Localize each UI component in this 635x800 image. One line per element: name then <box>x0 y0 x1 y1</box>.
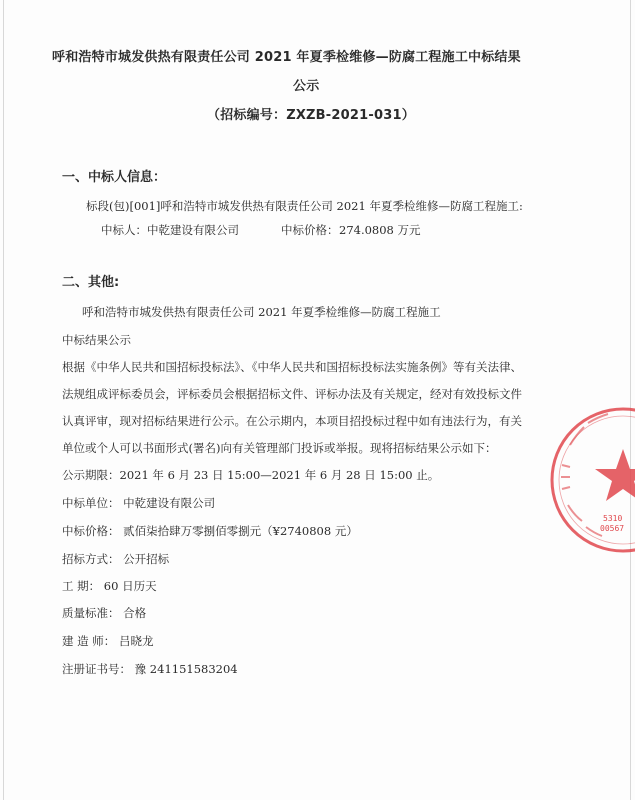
info-row-quality: 质量标准： 合格 <box>62 606 147 620</box>
paragraph-line: 根据《中华人民共和国招标投标法》、《中华人民共和国招标投标法实施条例》等有关法律、 <box>62 360 522 374</box>
section1-heading: 一、中标人信息： <box>62 170 167 185</box>
seal-number-2: 00567 <box>600 524 625 533</box>
info-row-price: 中标价格： 贰佰柒拾肆万零捌佰零捌元（¥2740808 元） <box>62 524 358 538</box>
tender-number: （招标编号：ZXZB-2021-031） <box>207 108 415 123</box>
paragraph-line: 法规组成评标委员会，评标委员会根据招标文件、评标办法及有关规定，经对有效投标文件 <box>62 387 522 401</box>
info-row-builder: 建 造 师： 吕晓龙 <box>62 634 154 648</box>
info-row-cert: 注册证书号： 豫 241151583204 <box>62 662 238 676</box>
paragraph-line: 认真评审，现对招标结果进行公示。在公示期内，本项目招投标过程中如有违法行为，有关 <box>62 414 522 428</box>
project-line: 呼和浩特市城发供热有限责任公司 2021 年夏季检维修—防腐工程施工 <box>82 305 441 319</box>
section2-heading: 二、其他: <box>62 275 120 290</box>
scan-edge-left <box>3 0 4 800</box>
info-row-method: 招标方式： 公开招标 <box>62 552 170 566</box>
winner-name: 中乾建设有限公司 <box>147 223 239 237</box>
lot-line: 标段(包)[001]呼和浩特市城发供热有限责任公司 2021 年夏季检维修—防腐工程施工: <box>86 199 523 213</box>
price-label: 中标价格： <box>281 223 339 237</box>
price-value: 274.0808 万元 <box>339 223 421 237</box>
paragraph-line: 单位或个人可以书面形式(署名)向有关管理部门投诉或举报。现将招标结果公示如下： <box>62 441 497 455</box>
scan-edge-right <box>630 0 631 800</box>
doc-title-line1: 呼和浩特市城发供热有限责任公司 2021 年夏季检维修—防腐工程施工中标结果 <box>52 50 521 65</box>
winner-label: 中标人： <box>101 223 147 237</box>
doc-title-line2: 公示 <box>293 79 320 94</box>
result-subtitle: 中标结果公示 <box>62 333 131 347</box>
info-row-duration: 工 期： 60 日历天 <box>62 579 157 593</box>
seal-number-1: 5310 <box>603 514 623 523</box>
company-seal <box>548 405 635 555</box>
info-row-period: 公示期限：2021 年 6 月 23 日 15:00—2021 年 6 月 28 日 15:00 止。 <box>62 468 440 482</box>
seal-star-icon <box>595 449 635 501</box>
info-row-unit: 中标单位： 中乾建设有限公司 <box>62 496 216 510</box>
